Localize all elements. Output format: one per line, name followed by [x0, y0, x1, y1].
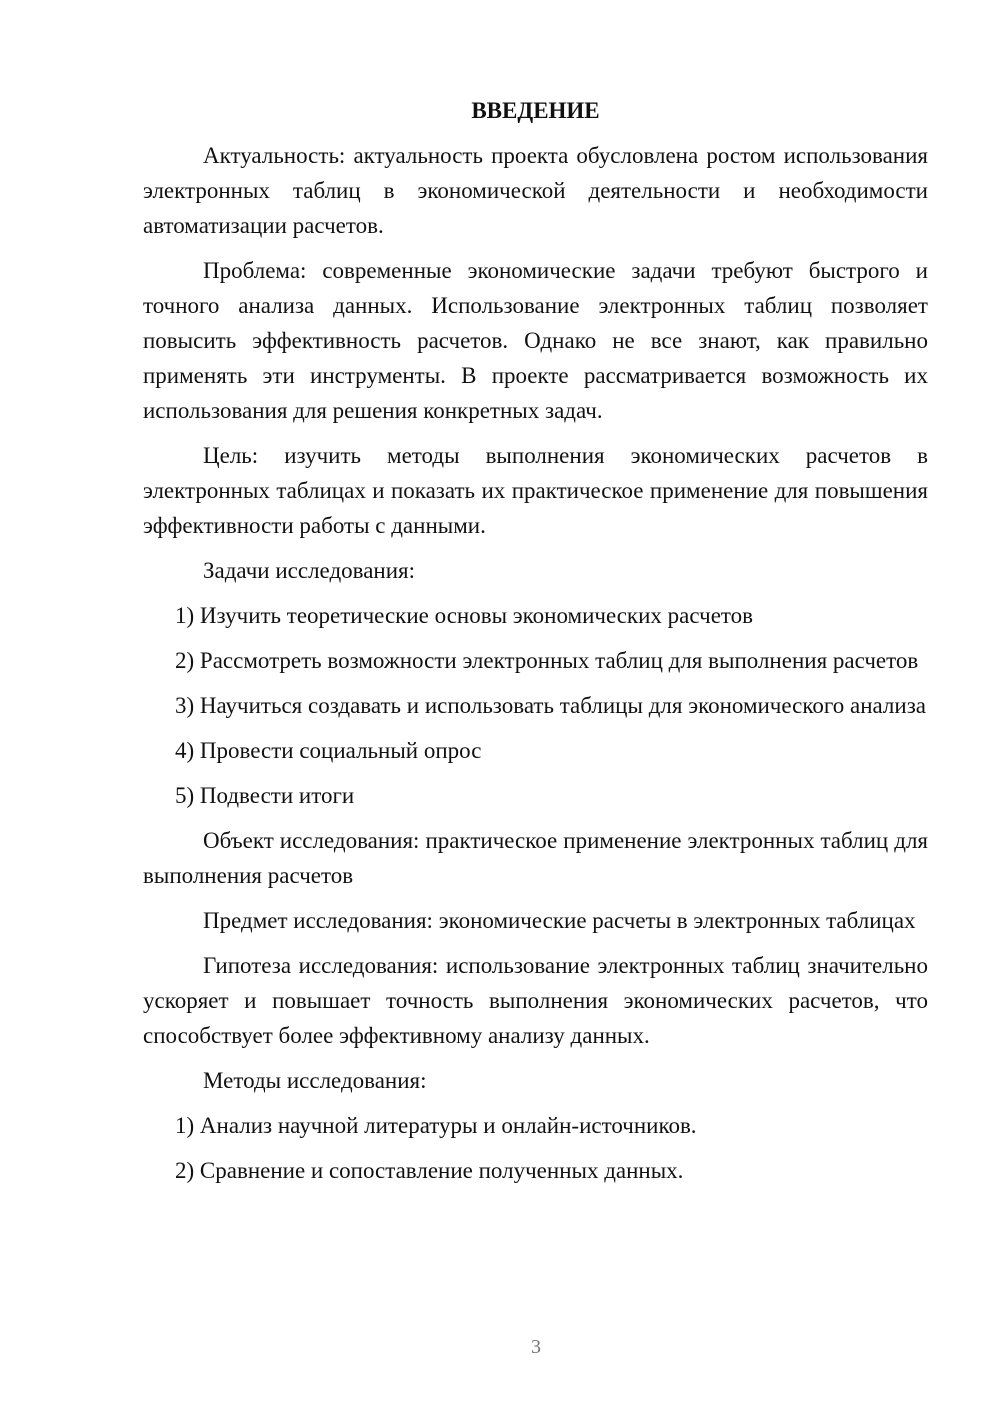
task-item: 3) Научиться создавать и использовать таблицы для экономического анализа: [175, 693, 926, 718]
task-item: 4) Провести социальный опрос: [175, 738, 482, 763]
object-paragraph: Объект исследования: практическое применение электронных таблиц для выполнения расчетов: [143, 828, 928, 888]
hypothesis-paragraph: Гипотеза исследования: использование электронных таблиц значительно ускоряет и повышает точность выполнения экономических расчетов, что способствует более эффективному анализу данных.: [143, 953, 928, 1048]
method-item: 1) Анализ научной литературы и онлайн-источников.: [175, 1113, 697, 1138]
subject-paragraph: Предмет исследования: экономические расчеты в электронных таблицах: [203, 908, 916, 933]
task-item: 1) Изучить теоретические основы экономических расчетов: [175, 603, 754, 628]
goal-paragraph: Цель: изучить методы выполнения экономических расчетов в электронных таблицах и показать их практическое применение для повышения эффективности работы с данными.: [143, 443, 928, 538]
tasks-heading: Задачи исследования:: [203, 558, 416, 583]
methods-heading: Методы исследования:: [203, 1068, 427, 1093]
task-item: 2) Рассмотреть возможности электронных таблиц для выполнения расчетов: [175, 648, 919, 673]
problem-paragraph: Проблема: современные экономические задачи требуют быстрого и точного анализа данных. Использование электронных таблиц позволяет повысить эффективность расчетов. Однако не все знают, как правильно применять эти инструменты. В проекте рассматривается возможность их использования для решения конкретных задач.: [143, 258, 928, 423]
section-title: ВВЕДЕНИЕ: [471, 98, 600, 123]
page-content: [143, 93, 928, 1198]
relevance-paragraph: Актуальность: актуальность проекта обусловлена ростом использования электронных таблиц в экономической деятельности и необходимости автоматизации расчетов.: [143, 143, 928, 238]
method-item: 2) Сравнение и сопоставление полученных данных.: [175, 1158, 684, 1183]
page-number: 3: [531, 1336, 541, 1358]
task-item: 5) Подвести итоги: [175, 783, 355, 808]
